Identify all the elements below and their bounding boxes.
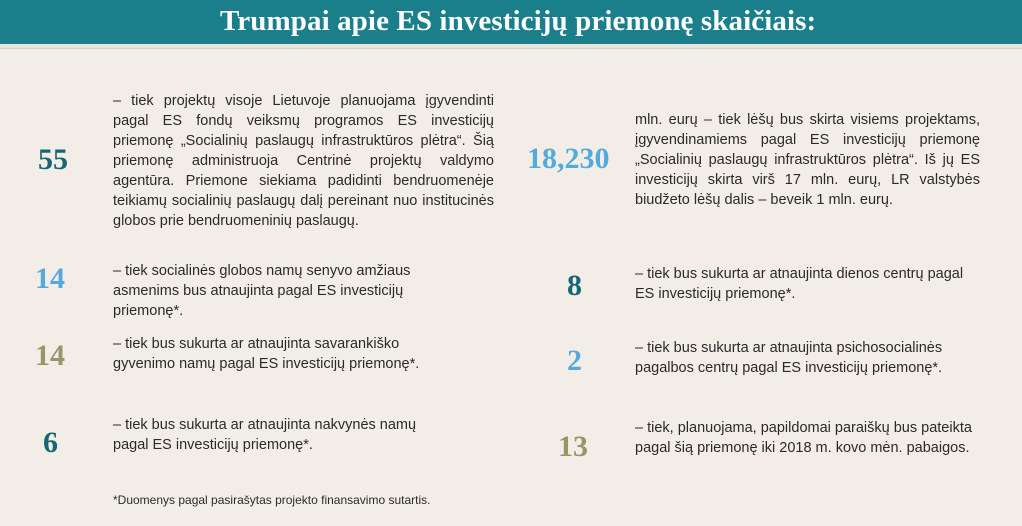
stat-text-projects: – tiek projektų visoje Lietuvoje planuojama įgyvendinti pagal ES fondų veiksmų programos ES investicijų priemonę „Socialinių paslaugų infrastruktūros plėtra“. Šią priemonę administruoja Centrinė projektų valdymo agentūra. Priemone siekiama padidinti bendruomenėje teikiamų socialinių paslaugų dalį pereinant nuo institucinės globos prie bendruomeninių paslaugų. xyxy=(113,93,494,229)
stat-text-applications: – tiek, planuojama, papildomai paraiškų bus pateikta pagal šią priemonę iki 2018 m. kovo mėn. pabaigos. xyxy=(635,420,972,456)
stat-number-shelters: 6 xyxy=(43,426,58,459)
stat-number-day-centres: 8 xyxy=(567,269,582,302)
stat-number-applications: 13 xyxy=(558,430,588,463)
stat-text-independent-living: – tiek bus sukurta ar atnaujinta savarankiško gyvenimo namų pagal ES investicijų priemonę*. xyxy=(113,336,420,372)
stat-number-independent-living: 14 xyxy=(35,339,65,372)
title-banner xyxy=(0,0,1022,44)
footnote: *Duomenys pagal pasirašytas projekto finansavimo sutartis. xyxy=(113,493,431,507)
stat-text-psychosocial-centres: – tiek bus sukurta ar atnaujinta psichosocialinės pagalbos centrų pagal ES investicijų priemonę*. xyxy=(635,340,943,376)
stat-text-shelters: – tiek bus sukurta ar atnaujinta nakvynės namų pagal ES investicijų priemonę*. xyxy=(113,417,417,453)
stat-number-funding: 18,230 xyxy=(527,142,610,175)
stat-text-care-homes: – tiek socialinės globos namų senyvo amžiaus asmenims bus atnaujinta pagal ES investicijų priemonę*. xyxy=(113,263,411,319)
stat-number-psychosocial-centres: 2 xyxy=(567,344,582,377)
stat-number-projects: 55 xyxy=(38,143,68,176)
stat-number-care-homes: 14 xyxy=(35,262,65,295)
stat-text-funding: mln. eurų – tiek lėšų bus skirta visiems projektams, įgyvendinamiems pagal ES investicijų priemonę „Socialinių paslaugų infrastruktūros plėtra“. Iš jų ES investicijų skirta virš 17 mln. eurų, LR valstybės biudžeto lėšų dalis – beveik 1 mln. eurų. xyxy=(635,112,980,208)
page-title: Trumpai apie ES investicijų priemonę skaičiais: xyxy=(220,5,817,37)
banner-divider xyxy=(0,44,1022,49)
stat-text-day-centres: – tiek bus sukurta ar atnaujinta dienos centrų pagal ES investicijų priemonę*. xyxy=(635,266,964,302)
